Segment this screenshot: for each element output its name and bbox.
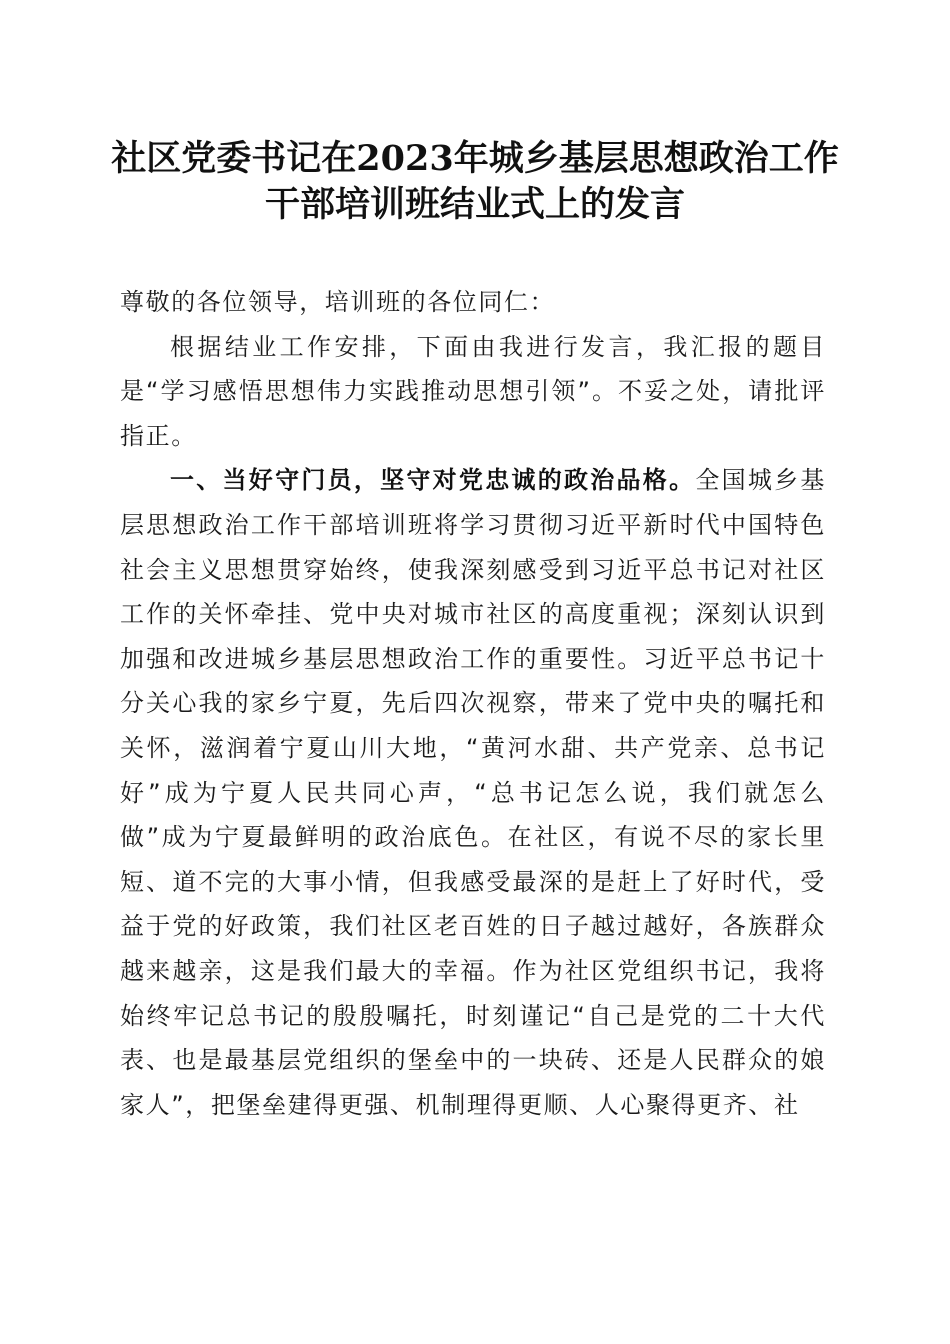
salutation: 尊敬的各位领导，培训班的各位同仁： [120, 288, 556, 316]
paragraph-intro [120, 325, 826, 459]
paragraph-section-1 [120, 458, 826, 1127]
section-1-text: 全国城乡基层思想政治工作干部培训班将学习贯彻习近平新时代中国特色社会主义思想贯穿始终，使我深刻感受到习近平总书记对社区工作的关怀牵挂、党中央对城市社区的高度重视；深刻认识到加强和改进城乡基层思想政治工作的重要性。习近平总书记十分关心我的家乡宁夏，先后四次视察，带来了党中央的嘱托和关怀，滋润着宁夏山川大地，“黄河水甜、共产党亲、总书记好”成为宁夏人民共同心声，“总书记怎么说，我们就怎么做”成为宁夏最鲜明的政治底色。在社区，有说不尽的家长里短、道不完的大事小情，但我感受最深的是赶上了好时代，受益于党的好政策，我们社区老百姓的日子越过越好，各族群众越来越亲，这是我们最大的幸福。作为社区党组织书记，我将始终牢记总书记的殷殷嘱托，时刻谨记“自己是党的二十大代表、也是最基层党组织的堡垒中的一块砖、还是人民群众的娘家人”，把堡垒建得更强、机制理得更顺、人心聚得更齐、社 [120, 466, 827, 1119]
paragraph-intro-text: 根据结业工作安排，下面由我进行发言，我汇报的题目是“学习感悟思想伟力实践推动思想引领”。不妥之处，请批评指正。 [120, 332, 826, 450]
document-body [120, 280, 826, 1127]
document-title: 社区党委书记在2023年城乡基层思想政治工作干部培训班结业式上的发言 [111, 138, 839, 225]
section-1-heading: 一、当好守门员，坚守对党忠诚的政治品格。 [170, 466, 696, 495]
